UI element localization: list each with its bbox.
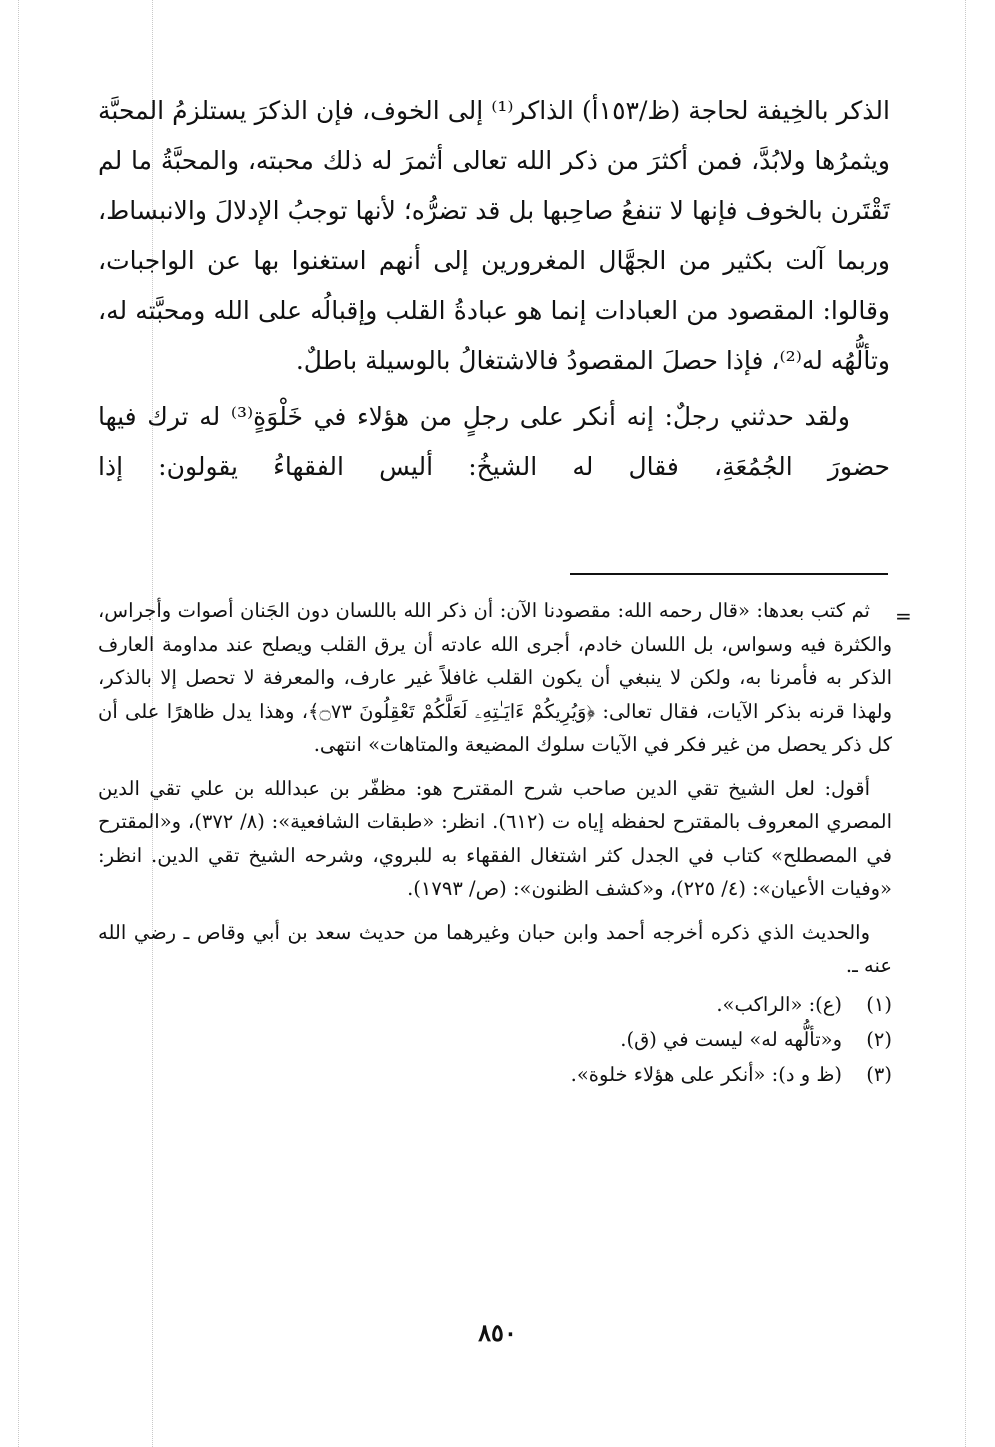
footnote-number: (٢)	[866, 1027, 892, 1051]
footnote-item	[98, 1057, 892, 1092]
main-text-block	[98, 86, 890, 492]
footnote-text: (ظ و د): «أنكر على هؤلاء خلوة».	[570, 1062, 842, 1086]
footnote-separator	[570, 573, 888, 575]
footnote-text: (ع): «الراكب».	[716, 992, 842, 1016]
footnote-number: (٣)	[866, 1062, 892, 1086]
footnote-paragraph: أقول: لعل الشيخ تقي الدين صاحب شرح المقترح هو: مظفّر بن عبدالله بن علي تقي الدين المصري المعروف بالمقترح لحفظه إياه ت (٦١٢). انظر: «طبقات الشافعية»: (٨/ ٣٧٢)، و«المقترح في المصطلح» كتاب في الجدل كثر اشتغال الفقهاء به للبروي، وشرحه الشيخ تقي الدين. انظر: «وفيات الأعيان»: (٤/ ٢٢٥)، و«كشف الظنون»: (ص/ ١٧٩٣).	[98, 776, 892, 900]
footnote-item	[98, 1022, 892, 1057]
main-paragraph: ولقد حدثني رجلٌ: إنه أنكر على رجلٍ من هؤلاء في خَلْوَةٍ⁽³⁾ له ترك فيها حضورَ الجُمُعَةِ، فقال له الشيخُ: أليس الفقهاءُ يقولون: إذا	[98, 402, 890, 481]
footnote-paragraph: ثم كتب بعدها: «قال رحمه الله: مقصودنا الآن: أن ذكر الله باللسان دون الجَنان أصوات وأجراس، والكثرة فيه وسواس، بل اللسان خادم، أجرى الله عادته أن يرق القلب ويصلح عند مداومة العارف الذكر به فأمرنا به، ولكن لا ينبغي أن يكون القلب غافلاً غير عارف، والمعرفة لا تحصل إلا بالذكر، ولهذا قرنه بذكر الآيات، فقال تعالى: ﴿وَيُرِيكُمْ ءَايَـٰتِهِۦ لَعَلَّكُمْ تَعْقِلُونَ ۝٧٣﴾، وهذا يدل ظاهرًا على أن كل ذكر يحصل من غير فكر في الآيات سلوك المضيعة والمتاهات» انتهى.	[98, 599, 892, 756]
footnote-number: (١)	[866, 992, 892, 1016]
scan-margin-line	[18, 0, 19, 1447]
footnote-list	[98, 987, 892, 1092]
main-paragraph: الذكر بالخِيفة لحاجة (ظ/١٥٣أ) الذاكر⁽¹⁾ إلى الخوف، فإن الذكرَ يستلزمُ المحبَّة ويثمرُها ولابُدَّ، فمن أكثرَ من ذكر الله تعالى أثمرَ له ذلك محبته، والمحبَّةُ ما لم تَقْتَرن بالخوف فإنها لا تنفعُ صاحِبها بل قد تضرُّه؛ لأنها توجبُ الإدلالَ والانبساط، وربما آلت بكثير من الجهَّال المغرورين إلى أنهم استغنوا بها عن الواجبات، وقالوا: المقصود من العبادات إنما هو عبادةُ القلب وإقبالُه على الله ومحبَّته له، وتألُّهُه له⁽²⁾، فإذا حصلَ المقصودُ فالاشتغالُ بالوسيلة باطلٌ.	[98, 96, 890, 375]
footnote-continuation-marker: =	[895, 604, 912, 628]
scan-margin-line	[965, 0, 966, 1447]
footnote-text: و«تألُّهه له» ليست في (ق).	[620, 1027, 842, 1051]
footnote-item	[98, 987, 892, 1022]
page-number: ٨٥٠	[478, 1318, 517, 1347]
footnote-paragraph: والحديث الذي ذكره أخرجه أحمد وابن حبان وغيرهما من حديث سعد بن أبي وقاص ـ رضي الله عنه ـ.	[98, 920, 892, 977]
footnotes-block	[98, 594, 892, 1092]
